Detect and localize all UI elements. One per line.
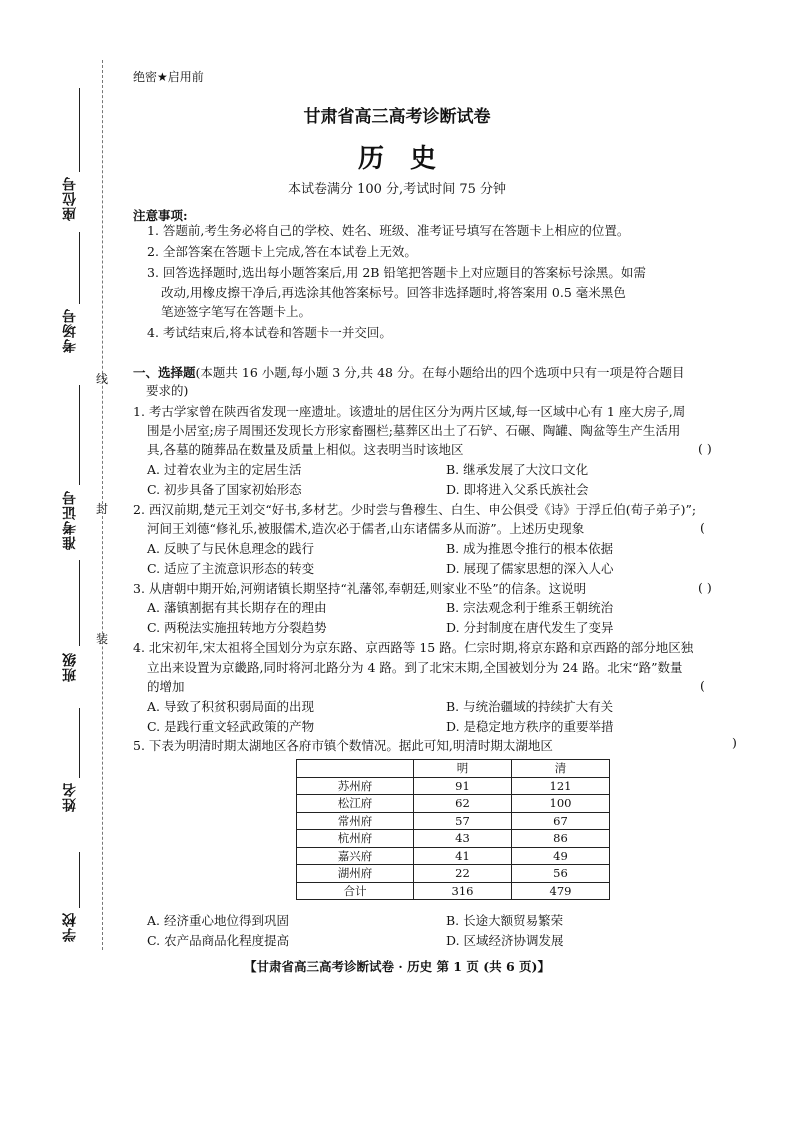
q5-answer-paren: ) [732, 735, 737, 750]
exam-subtitle: 本试卷满分 100 分,考试时间 75 分钟 [287, 182, 507, 197]
table-cell: 苏州府 [297, 777, 414, 795]
school-label: 学校 [62, 912, 78, 942]
notice-item: 笔迹签字笔写在答题卡上。 [161, 304, 312, 319]
q1-stem: 具,各墓的随葬品在数量及质量上相似。这表明当时该地区 [147, 442, 464, 457]
page-footer: 【甘肃省高三高考诊断试卷 · 历史 第 1 页 (共 6 页)】 [244, 959, 550, 974]
q3-option-a: A. 藩镇割据有其长期存在的理由 [147, 600, 327, 615]
ticket-number-label: 准考证号 [62, 490, 78, 550]
q5-stem: 5. 下表为明清时期太湖地区各府市镇个数情况。据此可知,明清时期太湖地区 [133, 738, 553, 753]
seal-mark: 封 [96, 502, 109, 516]
q1-stem: 围是小居室;房子周围还发现长方形家畜圈栏;墓葬区出土了石铲、石碾、陶罐、陶盆等生产生活用 [147, 423, 681, 438]
table-row [297, 812, 610, 830]
q3-option-d: D. 分封制度在唐代发生了变异 [446, 620, 614, 635]
q4-stem: 4. 北宋初年,宋太祖将全国划分为京东路、京西路等 15 路。仁宗时期,将京东路和京西路的部分地区独 [133, 640, 694, 655]
market-town-table [296, 759, 610, 900]
table-row [297, 865, 610, 883]
table-row [297, 795, 610, 813]
q2-stem: 河间王刘德“修礼乐,被服儒术,造次必于儒者,山东诸儒多从而游”。上述历史现象 [147, 521, 585, 536]
table-cell: 86 [512, 830, 610, 848]
bind-mark: 装 [96, 632, 109, 646]
ticket-number-blank [79, 385, 80, 485]
notice-item: 1. 答题前,考生务必将自己的学校、姓名、班级、准考证号填写在答题卡上相应的位置。 [147, 223, 630, 238]
q4-option-d: D. 是稳定地方秩序的重要举措 [446, 719, 614, 734]
seat-number-label: 座位号 [62, 176, 78, 221]
table-cell: 合计 [297, 882, 414, 900]
table-header-cell [297, 760, 414, 778]
q2-stem: 2. 西汉前期,楚元王刘交“好书,多材艺。少时尝与鲁穆生、白生、申公俱受《诗》于浮丘伯(荀子弟子)”; [133, 502, 697, 517]
table-header-row [297, 760, 610, 778]
table-cell: 100 [512, 795, 610, 813]
q2-option-b: B. 成为推恩令推行的根本依据 [446, 541, 614, 556]
q3-option-b: B. 宗法观念利于维系王朝统治 [446, 600, 614, 615]
section-desc: (本题共 16 小题,每小题 3 分,共 48 分。在每小题给出的四个选项中只有一项是符合题目 [195, 365, 685, 380]
q1-answer-paren: ( ) [698, 441, 712, 456]
class-label: 班级 [62, 652, 78, 682]
q2-option-a: A. 反映了与民休息理念的践行 [147, 541, 314, 556]
section-title: 一、选择题 [133, 365, 196, 380]
q5-option-a: A. 经济重心地位得到巩固 [147, 913, 289, 928]
q3-answer-paren: ( ) [698, 580, 712, 595]
class-blank [79, 560, 80, 646]
subject-title: 历史 [357, 144, 462, 174]
q1-stem: 1. 考古学家曾在陕西省发现一座遗址。该遗址的居住区分为两片区域,每一区域中心有 1 座大房子,周 [133, 404, 686, 419]
exam-title: 甘肃省高三高考诊断试卷 [303, 107, 491, 127]
table-row [297, 847, 610, 865]
table-cell: 62 [414, 795, 512, 813]
table-cell: 湖州府 [297, 865, 414, 883]
q4-option-c: C. 是践行重文轻武政策的产物 [147, 719, 315, 734]
table-cell: 479 [512, 882, 610, 900]
q1-option-b: B. 继承发展了大汶口文化 [446, 462, 589, 477]
table-cell: 316 [414, 882, 512, 900]
q4-stem: 的增加 [147, 679, 185, 694]
q4-stem: 立出来设置为京畿路,同时将河北路分为 4 路。到了北宋末期,全国被划分为 24 路。北宋“路”数量 [147, 660, 683, 675]
table-cell: 67 [512, 812, 610, 830]
secret-notice: 绝密★启用前 [133, 70, 204, 84]
table-cell: 43 [414, 830, 512, 848]
exam-room-blank [79, 232, 80, 304]
q2-option-c: C. 适应了主流意识形态的转变 [147, 561, 315, 576]
notice-item: 3. 回答选择题时,选出每小题答案后,用 2B 铅笔把答题卡上对应题目的答案标号涂黑。如需 [147, 265, 646, 280]
table-cell: 常州府 [297, 812, 414, 830]
table-cell: 22 [414, 865, 512, 883]
q1-option-c: C. 初步具备了国家初始形态 [147, 482, 302, 497]
table-row [297, 830, 610, 848]
name-blank [79, 708, 80, 778]
school-blank [79, 852, 80, 908]
table-cell: 松江府 [297, 795, 414, 813]
q5-option-b: B. 长途大额贸易繁荣 [446, 913, 564, 928]
q5-option-d: D. 区域经济协调发展 [446, 933, 564, 948]
table-cell: 91 [414, 777, 512, 795]
q2-option-d: D. 展现了儒家思想的深入人心 [446, 561, 614, 576]
q4-option-b: B. 与统治疆域的持续扩大有关 [446, 699, 614, 714]
notice-item: 改动,用橡皮擦干净后,再选涂其他答案标号。回答非选择题时,将答案用 0.5 毫米黑色 [161, 285, 626, 300]
q4-option-a: A. 导致了积贫积弱局面的出现 [147, 699, 314, 714]
table-cell: 57 [414, 812, 512, 830]
q3-stem: 3. 从唐朝中期开始,河朔诸镇长期坚持“礼藩邻,奉朝廷,则家业不坠”的信条。这说明 [133, 581, 587, 596]
table-cell: 嘉兴府 [297, 847, 414, 865]
table-cell: 121 [512, 777, 610, 795]
table-cell: 杭州府 [297, 830, 414, 848]
table-header-cell: 清 [512, 760, 610, 778]
notice-heading: 注意事项: [133, 208, 188, 223]
q5-option-c: C. 农产品商品化程度提高 [147, 933, 290, 948]
table-cell: 41 [414, 847, 512, 865]
notice-item: 2. 全部答案在答题卡上完成,答在本试卷上无效。 [147, 244, 417, 259]
section-desc-cont: 要求的) [146, 383, 189, 398]
table-row [297, 777, 610, 795]
q3-option-c: C. 两税法实施扭转地方分裂趋势 [147, 620, 327, 635]
table-total-row [297, 882, 610, 900]
table-header-cell: 明 [414, 760, 512, 778]
q1-option-d: D. 即将进入父系氏族社会 [446, 482, 589, 497]
notice-item: 4. 考试结束后,将本试卷和答题卡一并交回。 [147, 325, 392, 340]
name-label: 姓名 [62, 782, 78, 812]
exam-room-label: 考场号 [62, 308, 78, 353]
section-heading [133, 364, 684, 382]
q4-answer-paren: ( [700, 678, 705, 693]
table-cell: 49 [512, 847, 610, 865]
q1-option-a: A. 过着农业为主的定居生活 [147, 462, 302, 477]
cut-line-mark: 线 [96, 372, 109, 386]
q2-answer-paren: ( [700, 520, 705, 535]
table-cell: 56 [512, 865, 610, 883]
